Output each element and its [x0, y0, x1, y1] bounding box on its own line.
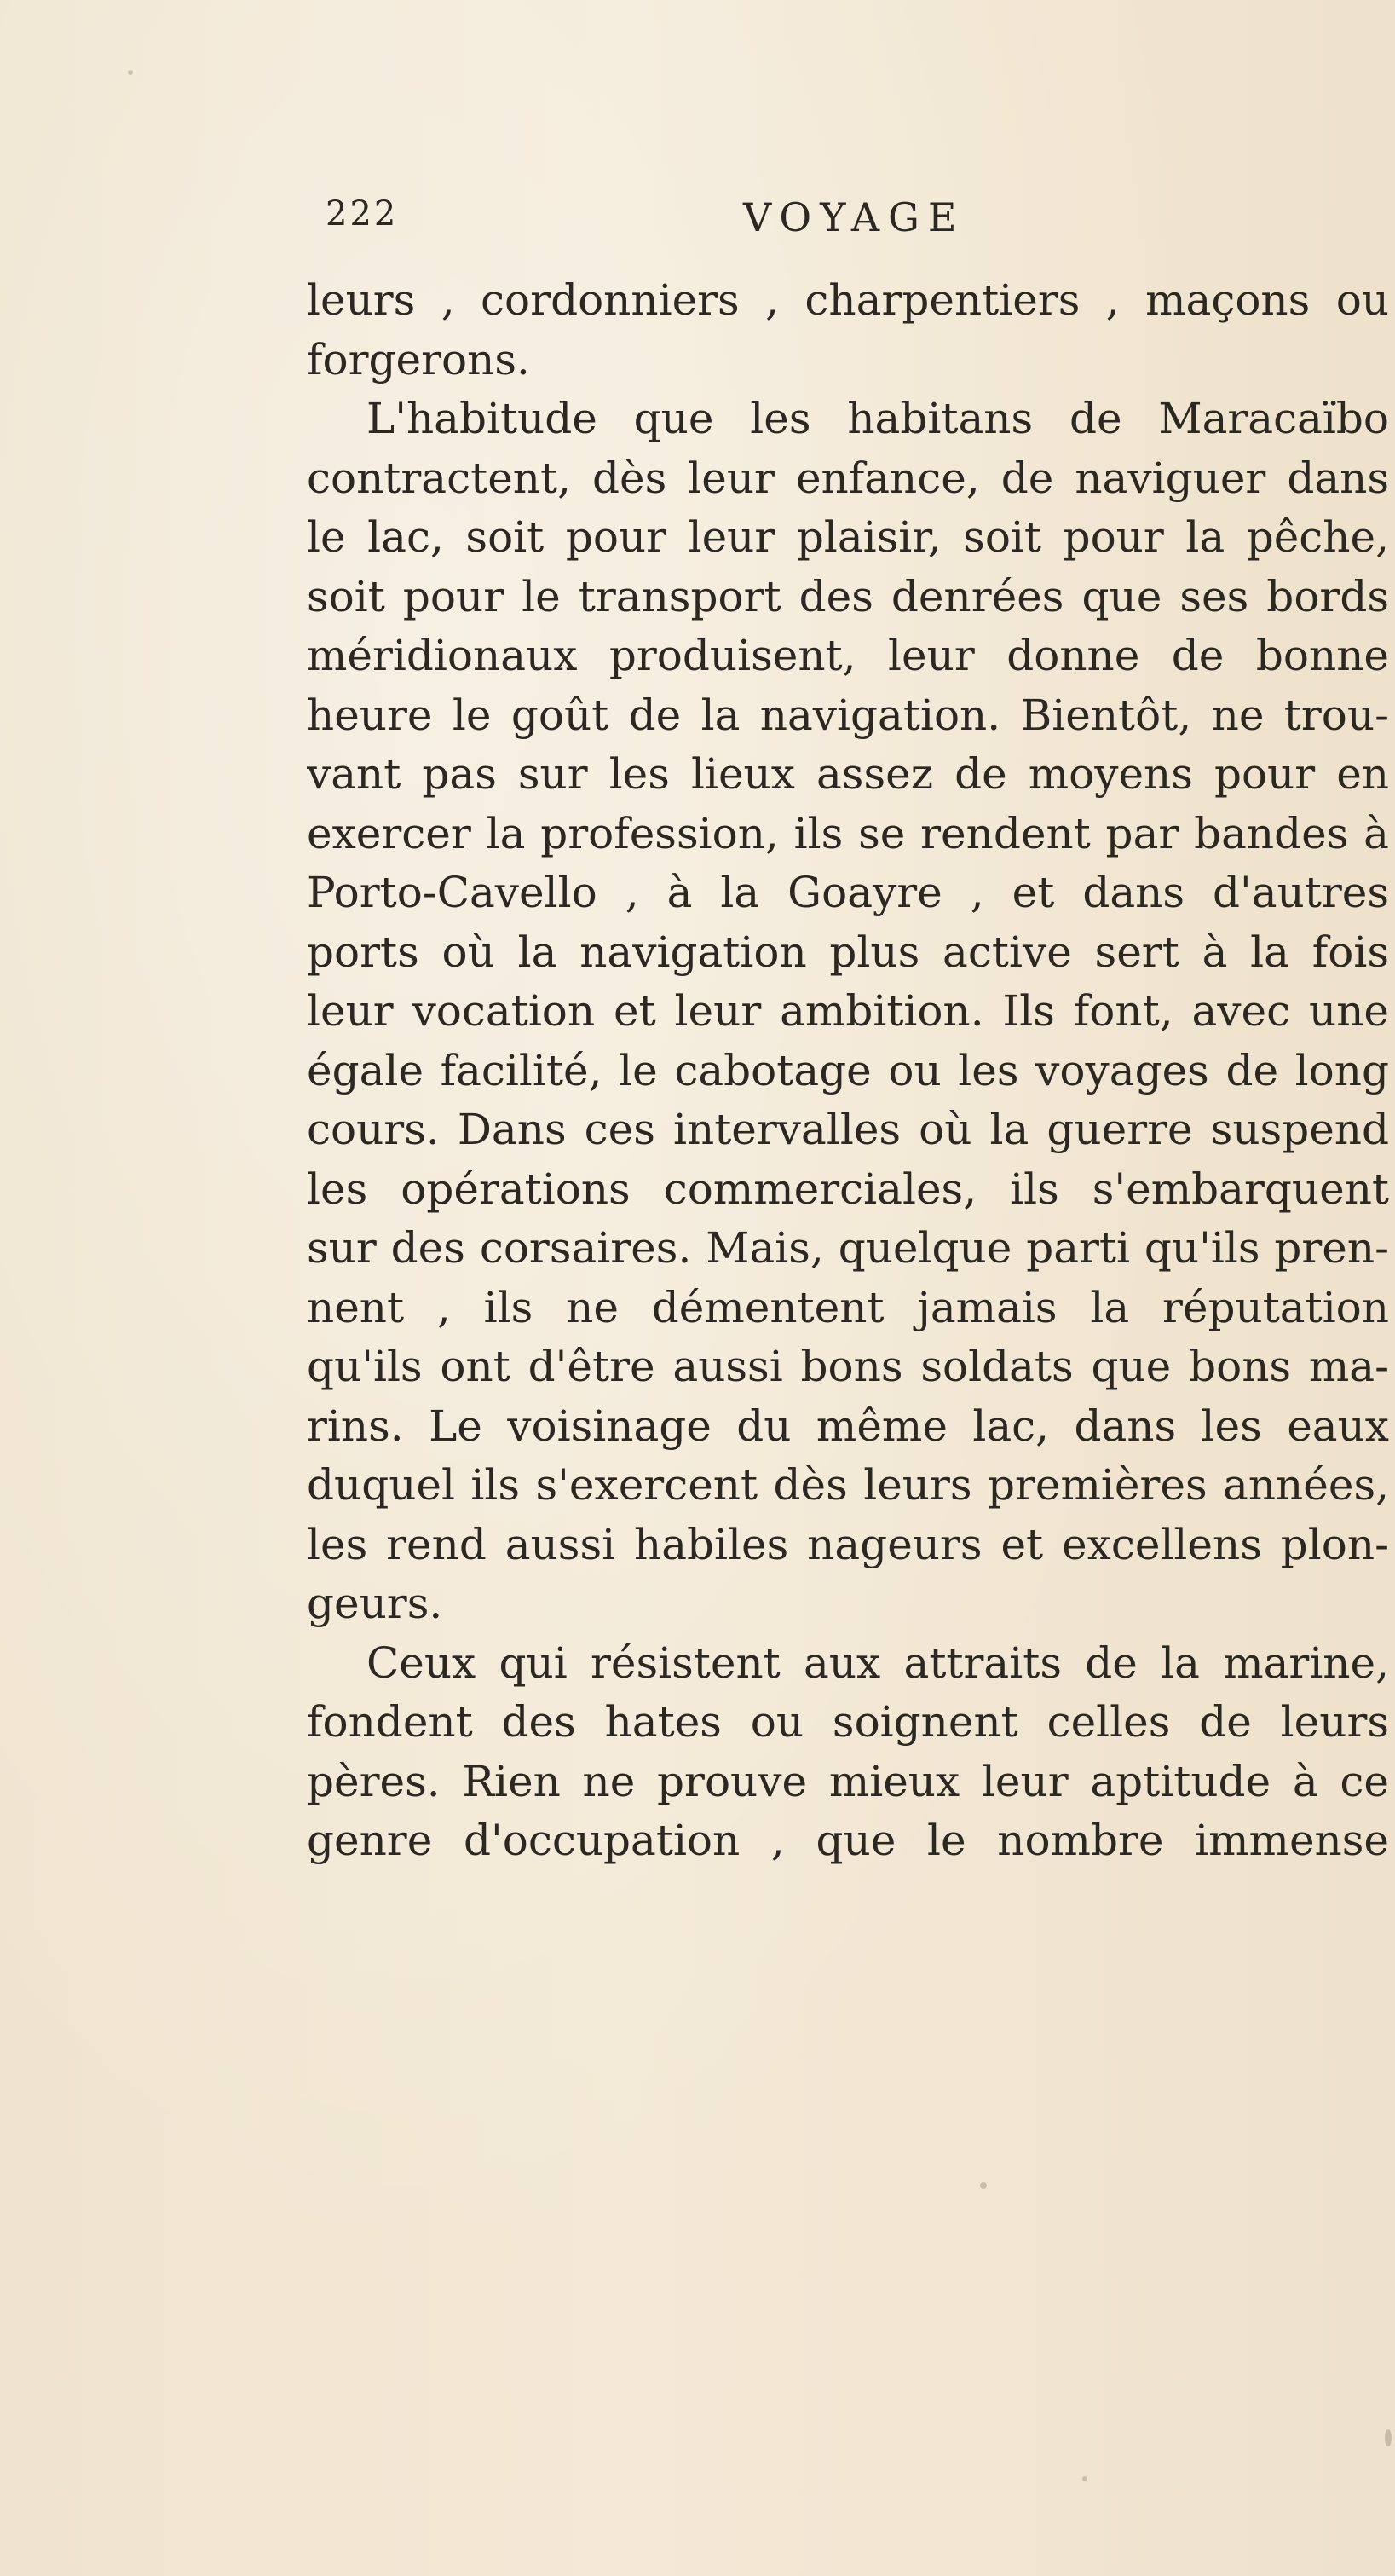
text-line: les rend aussi habiles nageurs et excellens plon- — [307, 1519, 1389, 1569]
body-text — [307, 271, 1389, 1871]
text-line: exercer la profession, ils se rendent par bandes à — [307, 808, 1389, 858]
text-line: les opérations commerciales, ils s'embarquent — [307, 1164, 1389, 1214]
text-line: Porto-Cavello , à la Goayre , et dans d'autres — [307, 868, 1389, 917]
text-line: genre d'occupation , que le nombre immense — [307, 1816, 1389, 1865]
text-line: rins. Le voisinage du même lac, dans les eaux — [307, 1401, 1389, 1451]
text-line: leur vocation et leur ambition. Ils font, avec une — [307, 986, 1389, 1036]
text-line: leurs , cordonniers , charpentiers , maçons ou — [307, 275, 1389, 325]
text-line: soit pour le transport des denrées que ses bords — [307, 571, 1389, 621]
text-line: fondent des hates ou soignent celles de leurs — [307, 1697, 1389, 1747]
running-head: VOYAGE — [743, 194, 966, 240]
text-line: forgerons. — [307, 334, 530, 384]
text-line: heure le goût de la navigation. Bientôt, ne trou- — [307, 690, 1389, 740]
text-line: ports où la navigation plus active sert à la fois — [307, 927, 1389, 977]
text-line: vant pas sur les lieux assez de moyens pour en — [307, 749, 1389, 799]
text-line: duquel ils s'exercent dès leurs premières années, — [307, 1460, 1389, 1510]
text-line: nent , ils ne démentent jamais la réputation — [307, 1282, 1389, 1332]
text-line: pères. Rien ne prouve mieux leur aptitude à ce — [307, 1756, 1389, 1806]
paper-speck — [1082, 2476, 1087, 2481]
text-line: méridionaux produisent, leur donne de bonne — [307, 631, 1389, 680]
text-line: sur des corsaires. Mais, quelque parti qu'ils pren- — [307, 1223, 1389, 1273]
paper-speck — [128, 70, 133, 75]
text-line: cours. Dans ces intervalles où la guerre suspend — [307, 1105, 1389, 1154]
text-line: qu'ils ont d'être aussi bons soldats que bons ma- — [307, 1342, 1389, 1391]
page-number: 222 — [326, 194, 399, 234]
text-line: contractent, dès leur enfance, de naviguer dans — [307, 453, 1389, 503]
text-line: égale facilité, le cabotage ou les voyages de long — [307, 1045, 1389, 1095]
paper-speck — [980, 2182, 987, 2189]
text-line: geurs. — [307, 1579, 443, 1628]
paragraph-start-line: Ceux qui résistent aux attraits de la marine, — [366, 1637, 1389, 1688]
paragraph-start-line: L'habitude que les habitans de Maracaïbo — [366, 394, 1389, 443]
text-line: le lac, soit pour leur plaisir, soit pour la pêche, — [307, 512, 1389, 562]
page-header — [326, 194, 1365, 245]
paper-speck — [1385, 2429, 1392, 2446]
